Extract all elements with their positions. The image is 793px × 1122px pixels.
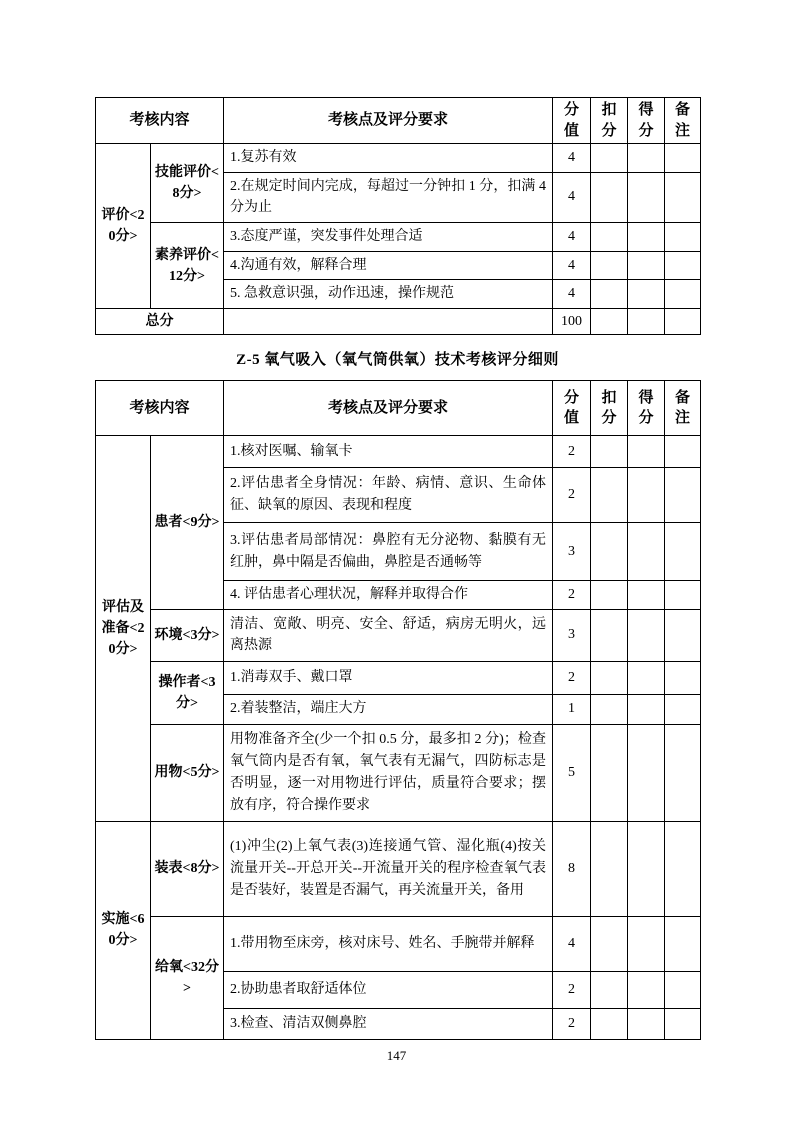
score-value-cell: 4	[553, 223, 591, 252]
earned-cell	[628, 468, 665, 523]
note-cell	[665, 581, 701, 610]
note-cell	[665, 468, 701, 523]
header-score: 分值	[553, 98, 591, 144]
table-row	[96, 724, 701, 821]
criteria-cell: 2.评估患者全身情况：年龄、病情、意识、生命体征、缺氧的原因、表现和程度	[224, 468, 553, 523]
criteria-cell: 2.着装整洁，端庄大方	[224, 694, 553, 724]
deduction-cell	[591, 581, 628, 610]
criteria-cell: 4. 评估患者心理状况，解释并取得合作	[224, 581, 553, 610]
score-value-cell: 4	[553, 280, 591, 309]
deduction-cell	[591, 523, 628, 581]
earned-cell	[628, 436, 665, 468]
table-header-row	[96, 98, 701, 144]
header-deduction: 扣分	[591, 381, 628, 436]
header-criteria: 考核点及评分要求	[224, 381, 553, 436]
group-cell-implementation: 实施<60分>	[96, 821, 151, 1039]
table-row	[96, 144, 701, 173]
criteria-cell: 4.沟通有效，解释合理	[224, 251, 553, 280]
earned-cell	[628, 172, 665, 222]
deduction-cell	[591, 821, 628, 916]
oxygen-assessment-table	[95, 380, 701, 1040]
note-cell	[665, 1008, 701, 1039]
total-row	[96, 309, 701, 335]
total-score-cell: 100	[553, 309, 591, 335]
sub-cell-gauge: 装表<8分>	[151, 821, 224, 916]
group-cell-evaluation: 评价<20分>	[96, 144, 151, 309]
table-row	[96, 223, 701, 252]
deduction-cell	[591, 309, 628, 335]
sub-cell-oxygen-delivery: 给氧<32分>	[151, 916, 224, 1039]
criteria-cell: (1)冲尘(2)上氧气表(3)连接通气管、湿化瓶(4)按关流量开关--开总开关--开流量开关的程序检查氧气表是否装好，装置是否漏气，再关流量开关，备用	[224, 821, 553, 916]
group-cell-preparation: 评估及准备<20分>	[96, 436, 151, 822]
note-cell	[665, 971, 701, 1008]
criteria-cell: 用物准备齐全(少一个扣 0.5 分，最多扣 2 分)；检查氧气筒内是否有氧，氧气表有无漏气，四防标志是否明显，逐一对用物进行评估，质量符合要求；摆放有序，符合操作要求	[224, 724, 553, 821]
earned-cell	[628, 916, 665, 971]
score-value-cell: 2	[553, 581, 591, 610]
deduction-cell	[591, 724, 628, 821]
sub-cell-supplies: 用物<5分>	[151, 724, 224, 821]
table-row	[96, 916, 701, 971]
criteria-cell: 2.在规定时间内完成，每超过一分钟扣 1 分，扣满 4 分为止	[224, 172, 553, 222]
deduction-cell	[591, 971, 628, 1008]
criteria-cell: 1.带用物至床旁，核对床号、姓名、手腕带并解释	[224, 916, 553, 971]
earned-cell	[628, 694, 665, 724]
cpr-assessment-table	[95, 97, 701, 335]
earned-cell	[628, 581, 665, 610]
criteria-cell: 1.复苏有效	[224, 144, 553, 173]
header-score: 分值	[553, 381, 591, 436]
deduction-cell	[591, 172, 628, 222]
deduction-cell	[591, 280, 628, 309]
deduction-cell	[591, 436, 628, 468]
deduction-cell	[591, 1008, 628, 1039]
deduction-cell	[591, 251, 628, 280]
note-cell	[665, 661, 701, 694]
header-note: 备注	[665, 381, 701, 436]
criteria-cell: 1.消毒双手、戴口罩	[224, 661, 553, 694]
sub-cell-quality: 素养评价<12分>	[151, 223, 224, 309]
sub-cell-operator: 操作者<3分>	[151, 661, 224, 724]
earned-cell	[628, 609, 665, 661]
earned-cell	[628, 661, 665, 694]
deduction-cell	[591, 144, 628, 173]
section-title: Z-5 氧气吸入（氧气筒供氧）技术考核评分细则	[236, 352, 559, 369]
score-value-cell: 2	[553, 1008, 591, 1039]
score-value-cell: 5	[553, 724, 591, 821]
earned-cell	[628, 724, 665, 821]
score-value-cell: 2	[553, 436, 591, 468]
earned-cell	[628, 971, 665, 1008]
earned-cell	[628, 821, 665, 916]
score-value-cell: 2	[553, 468, 591, 523]
criteria-cell: 5. 急救意识强，动作迅速，操作规范	[224, 280, 553, 309]
note-cell	[665, 609, 701, 661]
note-cell	[665, 694, 701, 724]
header-note: 备注	[665, 98, 701, 144]
score-value-cell: 8	[553, 821, 591, 916]
note-cell	[665, 523, 701, 581]
table-row	[96, 821, 701, 916]
score-value-cell: 4	[553, 144, 591, 173]
earned-cell	[628, 251, 665, 280]
header-deduction: 扣分	[591, 98, 628, 144]
score-value-cell: 4	[553, 251, 591, 280]
criteria-cell: 清洁、宽敞、明亮、安全、舒适，病房无明火，远离热源	[224, 609, 553, 661]
criteria-cell: 1.核对医嘱、输氧卡	[224, 436, 553, 468]
score-value-cell: 4	[553, 916, 591, 971]
table-row	[96, 609, 701, 661]
score-value-cell: 4	[553, 172, 591, 222]
header-earned: 得分	[628, 381, 665, 436]
score-value-cell: 1	[553, 694, 591, 724]
note-cell	[665, 251, 701, 280]
score-value-cell: 3	[553, 523, 591, 581]
note-cell	[665, 436, 701, 468]
deduction-cell	[591, 661, 628, 694]
sub-cell-patient: 患者<9分>	[151, 436, 224, 610]
deduction-cell	[591, 694, 628, 724]
table-row	[96, 661, 701, 694]
criteria-cell: 3.态度严谨，突发事件处理合适	[224, 223, 553, 252]
deduction-cell	[591, 223, 628, 252]
deduction-cell	[591, 916, 628, 971]
note-cell	[665, 144, 701, 173]
note-cell	[665, 280, 701, 309]
header-earned: 得分	[628, 98, 665, 144]
earned-cell	[628, 144, 665, 173]
deduction-cell	[591, 468, 628, 523]
earned-cell	[628, 280, 665, 309]
score-value-cell: 2	[553, 661, 591, 694]
note-cell	[665, 916, 701, 971]
criteria-cell: 3.评估患者局部情况：鼻腔有无分泌物、黏膜有无红肿，鼻中隔是否偏曲，鼻腔是否通畅等	[224, 523, 553, 581]
note-cell	[665, 223, 701, 252]
note-cell	[665, 724, 701, 821]
header-content: 考核内容	[96, 381, 224, 436]
header-content: 考核内容	[96, 98, 224, 144]
note-cell	[665, 309, 701, 335]
sub-cell-skill: 技能评价<8分>	[151, 144, 224, 223]
header-criteria: 考核点及评分要求	[224, 98, 553, 144]
score-value-cell: 3	[553, 609, 591, 661]
total-criteria-cell	[224, 309, 553, 335]
table-header-row	[96, 381, 701, 436]
earned-cell	[628, 309, 665, 335]
earned-cell	[628, 223, 665, 252]
note-cell	[665, 821, 701, 916]
earned-cell	[628, 523, 665, 581]
earned-cell	[628, 1008, 665, 1039]
total-label-cell: 总分	[96, 309, 224, 335]
sub-cell-environment: 环境<3分>	[151, 609, 224, 661]
criteria-cell: 2.协助患者取舒适体位	[224, 971, 553, 1008]
table-row	[96, 436, 701, 468]
deduction-cell	[591, 609, 628, 661]
score-value-cell: 2	[553, 971, 591, 1008]
page-number: 147	[386, 1048, 407, 1063]
criteria-cell: 3.检查、清洁双侧鼻腔	[224, 1008, 553, 1039]
note-cell	[665, 172, 701, 222]
